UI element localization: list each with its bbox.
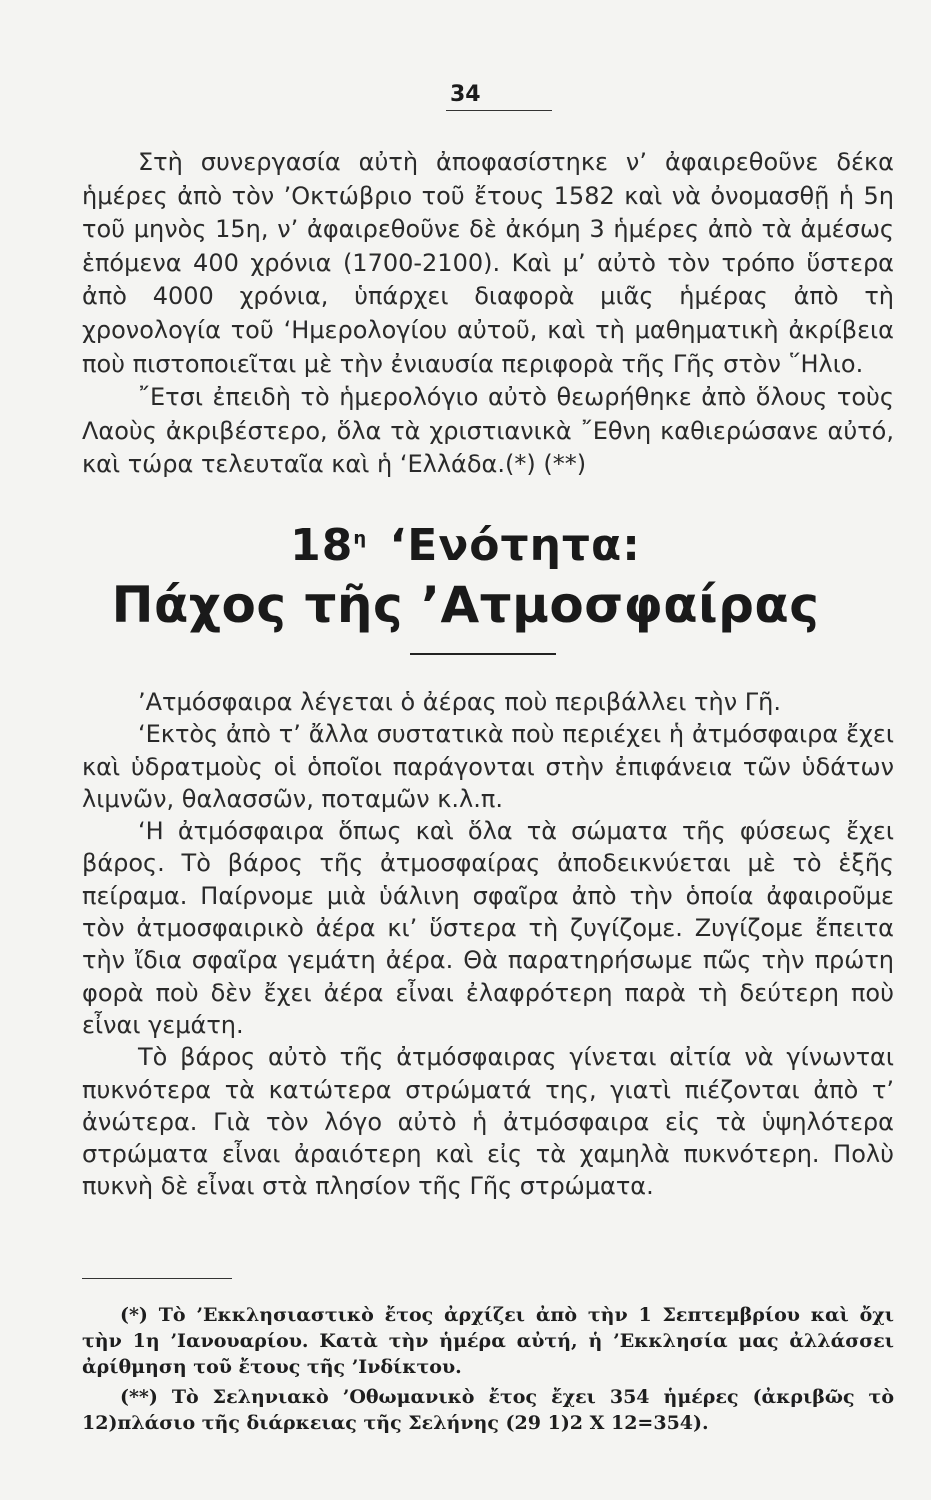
section-title: Πάχος τῆς ’Ατμοσφαίρας [111,576,820,634]
section-number: 18 [290,520,354,571]
body-paragraph-2: ‘Εκτὸς ἀπὸ τ’ ἄλλα συστατικὰ ποὺ περιέχει ἡ ἀτμόσφαιρα ἔχει καὶ ὑδρατμοὺς οἱ ὁποῖοι παράγονται στὴν ἐπιφάνεια τῶν ὑδάτων λιμνῶν, θαλασσῶν, ποταμῶν κ.λ.π. [82,720,894,813]
page-number: 34 [450,82,481,107]
page-number-rule [446,110,552,111]
section-unit-label: ‘Ενότητα: [389,520,641,571]
body-paragraph-1: ’Ατμόσφαιρα λέγεται ὁ ἀέρας ποὺ περιβάλλει τὴν Γῆ. [138,688,781,716]
footnote-rule [82,1278,232,1279]
footnotes [82,1302,894,1440]
heading-rule [410,653,556,655]
intro-text [82,146,894,482]
footnote-2: (**) Τὸ Σεληνιακὸ ’Οθωμανικὸ ἔτος ἔχει 354 ἡμέρες (ἀκριβῶς τὸ 12)πλάσιο τῆς διάρκειας τῆς Σελήνης (29 1)2 Χ 12=354). [82,1386,894,1434]
intro-paragraph-1: Στὴ συνεργασία αὐτὴ ἀποφασίστηκε ν’ ἀφαιρεθοῦνε δέκα ἡμέρες ἀπὸ τὸν ’Οκτώβριο τοῦ ἔτους 1582 καὶ νὰ ὀνομασθῇ ἡ 5η τοῦ μηνὸς 15η, ν’ ἀφαιρεθοῦνε δὲ ἀκόμη 3 ἡμέρες ἀπὸ τὰ ἀμέσως ἑπόμενα 400 χρόνια (1700-2100). Καὶ μ’ αὐτὸ τὸν τρόπο ὕστερα ἀπὸ 4000 χρόνια, ὑπάρχει διαφορὰ μιᾶς ἡμέρας ἀπὸ τὴ χρονολογία τοῦ ‘Ημερολογίου αὐτοῦ, καὶ τὴ μαθηματικὴ ἀκρίβεια ποὺ πιστοποιεῖται μὲ τὴν ἐνιαυσία περιφορὰ τῆς Γῆς στὸν ῞Ηλιο. [82,148,894,378]
body-paragraph-4: Τὸ βάρος αὐτὸ τῆς ἀτμόσφαιρας γίνεται αἰτία νὰ γίνωνται πυκνότερα τὰ κατώτερα στρώματά της, γιατὶ πιέζονται ἀπὸ τ’ ἀνώτερα. Γιὰ τὸν λόγο αὐτὸ ἡ ἀτμόσφαιρα εἰς τὰ ὑψηλότερα στρώματα εἶναι ἀραιότερη καὶ εἰς τὰ χαμηλὰ πυκνότερη. Πολὺ πυκνὴ δὲ εἶναι στὰ πλησίον τῆς Γῆς στρώματα. [82,1043,894,1201]
section-number-suffix: η [353,528,368,550]
footnote-1: (*) Τὸ ’Εκκλησιαστικὸ ἔτος ἀρχίζει ἀπὸ τὴν 1 Σεπτεμβρίου καὶ ὄχι τὴν 1η ’Ιανουαρίου. Κατὰ τὴν ἡμέρα αὐτή, ἡ ’Εκκλησία μας ἀλλάσσει ἀρίθμηση τοῦ ἔτους τῆς ’Ινδίκτου. [82,1304,894,1378]
section-body [82,686,894,1203]
section-number-heading [0,520,931,571]
body-paragraph-3: ‘Η ἀτμόσφαιρα ὅπως καὶ ὅλα τὰ σώματα τῆς φύσεως ἔχει βάρος. Τὸ βάρος τῆς ἀτμοσφαίρας ἀποδεικνύεται μὲ τὸ ἑξῆς πείραμα. Παίρνομε μιὰ ὑάλινη σφαῖρα ἀπὸ τὴν ὁποία ἀφαιροῦμε τὸν ἀτμοσφαιρικὸ ἀέρα κι’ ὕστερα τὴ ζυγίζομε. Ζυγίζομε ἔπειτα τὴν ἴδια σφαῖρα γεμάτη ἀέρα. Θὰ παρατηρήσωμε πῶς τὴν πρώτη φορὰ ποὺ δὲν ἔχει ἀέρα εἶναι ἐλαφρότερη παρὰ τὴ δεύτερη ποὺ εἶναι γεμάτη. [82,817,894,1039]
intro-paragraph-2: ῎Ετσι ἐπειδὴ τὸ ἡμερολόγιο αὐτὸ θεωρήθηκε ἀπὸ ὅλους τοὺς Λαοὺς ἀκριβέστερο, ὅλα τὰ χριστιανικὰ ῎Εθνη καθιερώσανε αὐτό, καὶ τώρα τελευταῖα καὶ ἡ ‘Ελλάδα.(*) (**) [82,383,894,479]
